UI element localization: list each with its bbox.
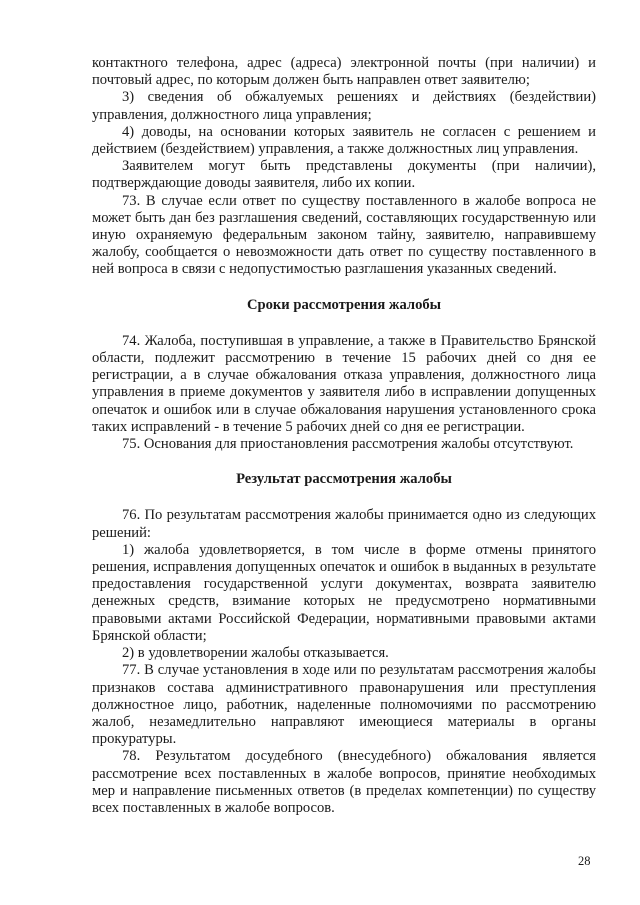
paragraph-75: 75. Основания для приостановления рассмотрения жалобы отсутствуют. bbox=[122, 436, 574, 453]
section-heading-terms: Сроки рассмотрения жалобы bbox=[246, 296, 442, 313]
document-body bbox=[92, 55, 596, 817]
paragraph-documents: Заявителем могут быть представлены документы (при наличии), подтверждающие доводы заявителя, либо их копии. bbox=[92, 158, 596, 192]
section-heading-result: Результат рассмотрения жалобы bbox=[236, 471, 452, 488]
paragraph-78: 78. Результатом досудебного (внесудебного) обжалования является рассмотрение всех поставленных в жалобе вопросов, принятие необходимых мер и направление письменных ответов (в пределах компетенции) по существу всех поставленных в жалобе вопросов. bbox=[92, 748, 596, 816]
paragraph-76: 76. По результатам рассмотрения жалобы принимается одно из следующих решений: bbox=[92, 507, 596, 541]
paragraph-item-3: 3) сведения об обжалуемых решениях и действиях (бездействии) управления, должностного лица управления; bbox=[92, 89, 596, 123]
paragraph-76-item-1: 1) жалоба удовлетворяется, в том числе в форме отмены принятого решения, исправления допущенных опечаток и ошибок в выданных в результате предоставления государственной услуги документах, возврата заявителю денежных средств, взимание которых не предусмотрено нормативными правовыми актами Российской Федерации, нормативными правовыми актами Брянской области; bbox=[92, 541, 596, 644]
paragraph-73: 73. В случае если ответ по существу поставленного в жалобе вопроса не может быть дан без разглашения сведений, составляющих государственную или иную охраняемую федеральным законом тайну, заявителю, направившему жалобу, сообщается о невозможности дать ответ по существу поставленного в ней вопроса в связи с недопустимостью разглашения указанных сведений. bbox=[92, 192, 596, 278]
paragraph-74: 74. Жалоба, поступившая в управление, а также в Правительство Брянской области, подлежит рассмотрению в течение 15 рабочих дней со дня ее регистрации, а в случае обжалования отказа управления, должностного лица управления в приеме документов у заявителя либо в исправлении допущенных опечаток и ошибок или в случае обжалования нарушения установленного срока таких исправлений - в течение 5 рабочих дней со дня ее регистрации. bbox=[92, 332, 596, 435]
paragraph-item-4: 4) доводы, на основании которых заявитель не согласен с решением и действием (бездействием) управления, а также должностных лиц управления. bbox=[92, 123, 596, 158]
paragraph-continuation: контактного телефона, адрес (адреса) электронной почты (при наличии) и почтовый адрес, по которым должен быть направлен ответ заявителю; bbox=[92, 55, 596, 89]
paragraph-77: 77. В случае установления в ходе или по результатам рассмотрения жалобы признаков состава административного правонарушения или преступления должностное лицо, работник, наделенные полномочиями по рассмотрению жалоб, незамедлительно направляют имеющиеся материалы в органы прокуратуры. bbox=[92, 662, 596, 748]
paragraph-76-item-2: 2) в удовлетворении жалобы отказывается. bbox=[122, 645, 389, 662]
page-number: 28 bbox=[578, 854, 591, 868]
